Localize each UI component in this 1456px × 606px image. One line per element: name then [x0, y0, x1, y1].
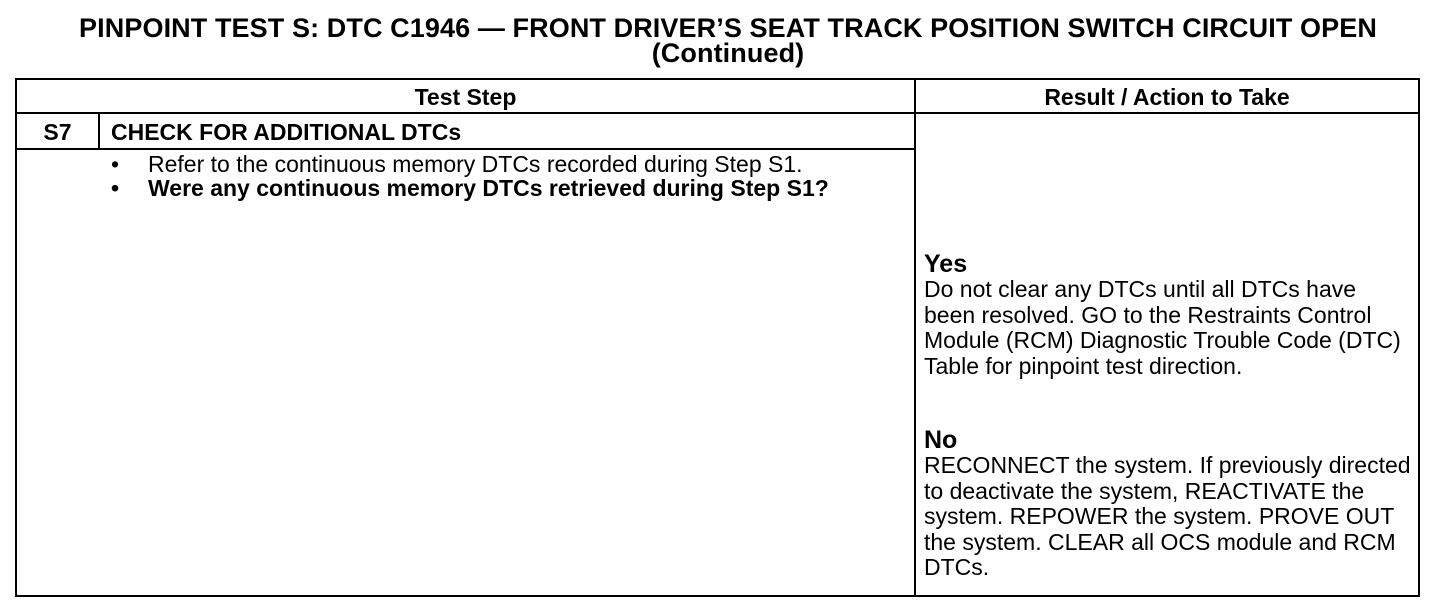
result-yes-text: Do not clear any DTCs until all DTCs have been resolved. GO to the Restraints Control Module (RCM) Diagnostic Trouble Code (DTC) Table for pinpoint test direction. [924, 276, 1401, 379]
result-no-text: RECONNECT the system. If previously directed to deactivate the system, REACTIVATE the system. REPOWER the system. PROVE OUT the system. CLEAR all OCS module and RCM DTCs. [924, 452, 1411, 580]
bullet-icon: • [111, 175, 120, 201]
step-id: S7 [43, 119, 72, 145]
list-item [111, 152, 881, 176]
header-test-step: Test Step [414, 84, 517, 110]
step-instructions [111, 152, 881, 200]
header-result: Result / Action to Take [1044, 84, 1290, 110]
step-heading: CHECK FOR ADDITIONAL DTCs [111, 119, 462, 145]
question-text: Were any continuous memory DTCs retrieved during Step S1? [148, 175, 829, 201]
result-no-label: No [924, 426, 958, 454]
step-id-divider [98, 112, 100, 150]
list-item [111, 176, 881, 200]
instruction-text: Refer to the continuous memory DTCs recorded during Step S1. [148, 151, 803, 177]
header-divider [15, 112, 1420, 114]
result-yes-label: Yes [924, 250, 968, 278]
bullet-icon: • [111, 151, 120, 177]
result-yes [924, 251, 1412, 379]
page-subtitle: (Continued) [651, 38, 805, 68]
step-heading-divider [15, 148, 916, 150]
page-title: PINPOINT TEST S: DTC C1946 — FRONT DRIVER’S SEAT TRACK POSITION SWITCH CIRCUIT OPEN [79, 13, 1377, 43]
column-divider [914, 78, 916, 597]
result-no [924, 427, 1412, 581]
